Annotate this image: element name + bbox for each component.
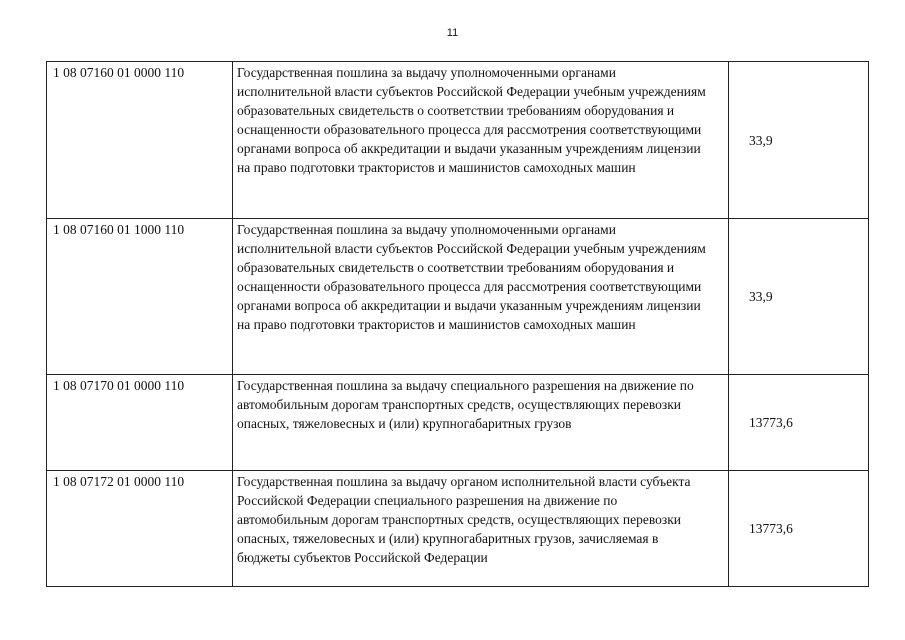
- description-cell: [233, 375, 729, 471]
- description-line: органами вопроса об аккредитации и выдачи указанным учреждениям лицензии: [237, 141, 701, 156]
- description-line: оснащенности образовательного процесса для рассмотрения соответствующими: [237, 122, 702, 137]
- description-line: органами вопроса об аккредитации и выдачи указанным учреждениям лицензии: [237, 298, 701, 313]
- description-line: автомобильным дорогам транспортных средств, осуществляющих перевозки: [237, 512, 681, 527]
- description-line: Российской Федерации специального разрешения на движение по: [237, 493, 618, 508]
- table-row: [47, 219, 869, 375]
- description-line: опасных, тяжеловесных и (или) крупногабаритных грузов, зачисляемая в: [237, 531, 659, 546]
- amount-cell: 13773,6: [729, 471, 869, 587]
- description-line: исполнительной власти субъектов Российской Федерации учебным учреждениям: [237, 241, 706, 256]
- budget-code-cell: 1 08 07170 01 0000 110: [47, 375, 233, 471]
- amount-cell: 33,9: [729, 62, 869, 219]
- description-line: образовательных свидетельств о соответствии требованиям оборудования и: [237, 103, 675, 118]
- amount-cell: 13773,6: [729, 375, 869, 471]
- description-line: Государственная пошлина за выдачу уполномоченными органами: [237, 222, 616, 237]
- amount-cell: 33,9: [729, 219, 869, 375]
- description-line: исполнительной власти субъектов Российской Федерации учебным учреждениям: [237, 84, 706, 99]
- page-number: 11: [446, 27, 459, 39]
- description-line: Государственная пошлина за выдачу специального разрешения на движение по: [237, 378, 694, 393]
- description-line: Государственная пошлина за выдачу органом исполнительной власти субъекта: [237, 474, 691, 489]
- description-line: автомобильным дорогам транспортных средств, осуществляющих перевозки: [237, 397, 681, 412]
- revenue-table: [46, 61, 869, 587]
- description-line: опасных, тяжеловесных и (или) крупногабаритных грузов: [237, 416, 572, 431]
- budget-code-cell: 1 08 07160 01 0000 110: [47, 62, 233, 219]
- description-cell: [233, 62, 729, 219]
- table-row: [47, 471, 869, 587]
- description-line: образовательных свидетельств о соответствии требованиям оборудования и: [237, 260, 675, 275]
- description-line: Государственная пошлина за выдачу уполномоченными органами: [237, 65, 616, 80]
- description-line: на право подготовки трактористов и машинистов самоходных машин: [237, 160, 636, 175]
- description-line: бюджеты субъектов Российской Федерации: [237, 550, 488, 565]
- description-cell: [233, 471, 729, 587]
- table-row: [47, 375, 869, 471]
- description-line: оснащенности образовательного процесса для рассмотрения соответствующими: [237, 279, 702, 294]
- budget-code-cell: 1 08 07172 01 0000 110: [47, 471, 233, 587]
- description-line: на право подготовки трактористов и машинистов самоходных машин: [237, 317, 636, 332]
- budget-code-cell: 1 08 07160 01 1000 110: [47, 219, 233, 375]
- description-cell: [233, 219, 729, 375]
- table-row: [47, 62, 869, 219]
